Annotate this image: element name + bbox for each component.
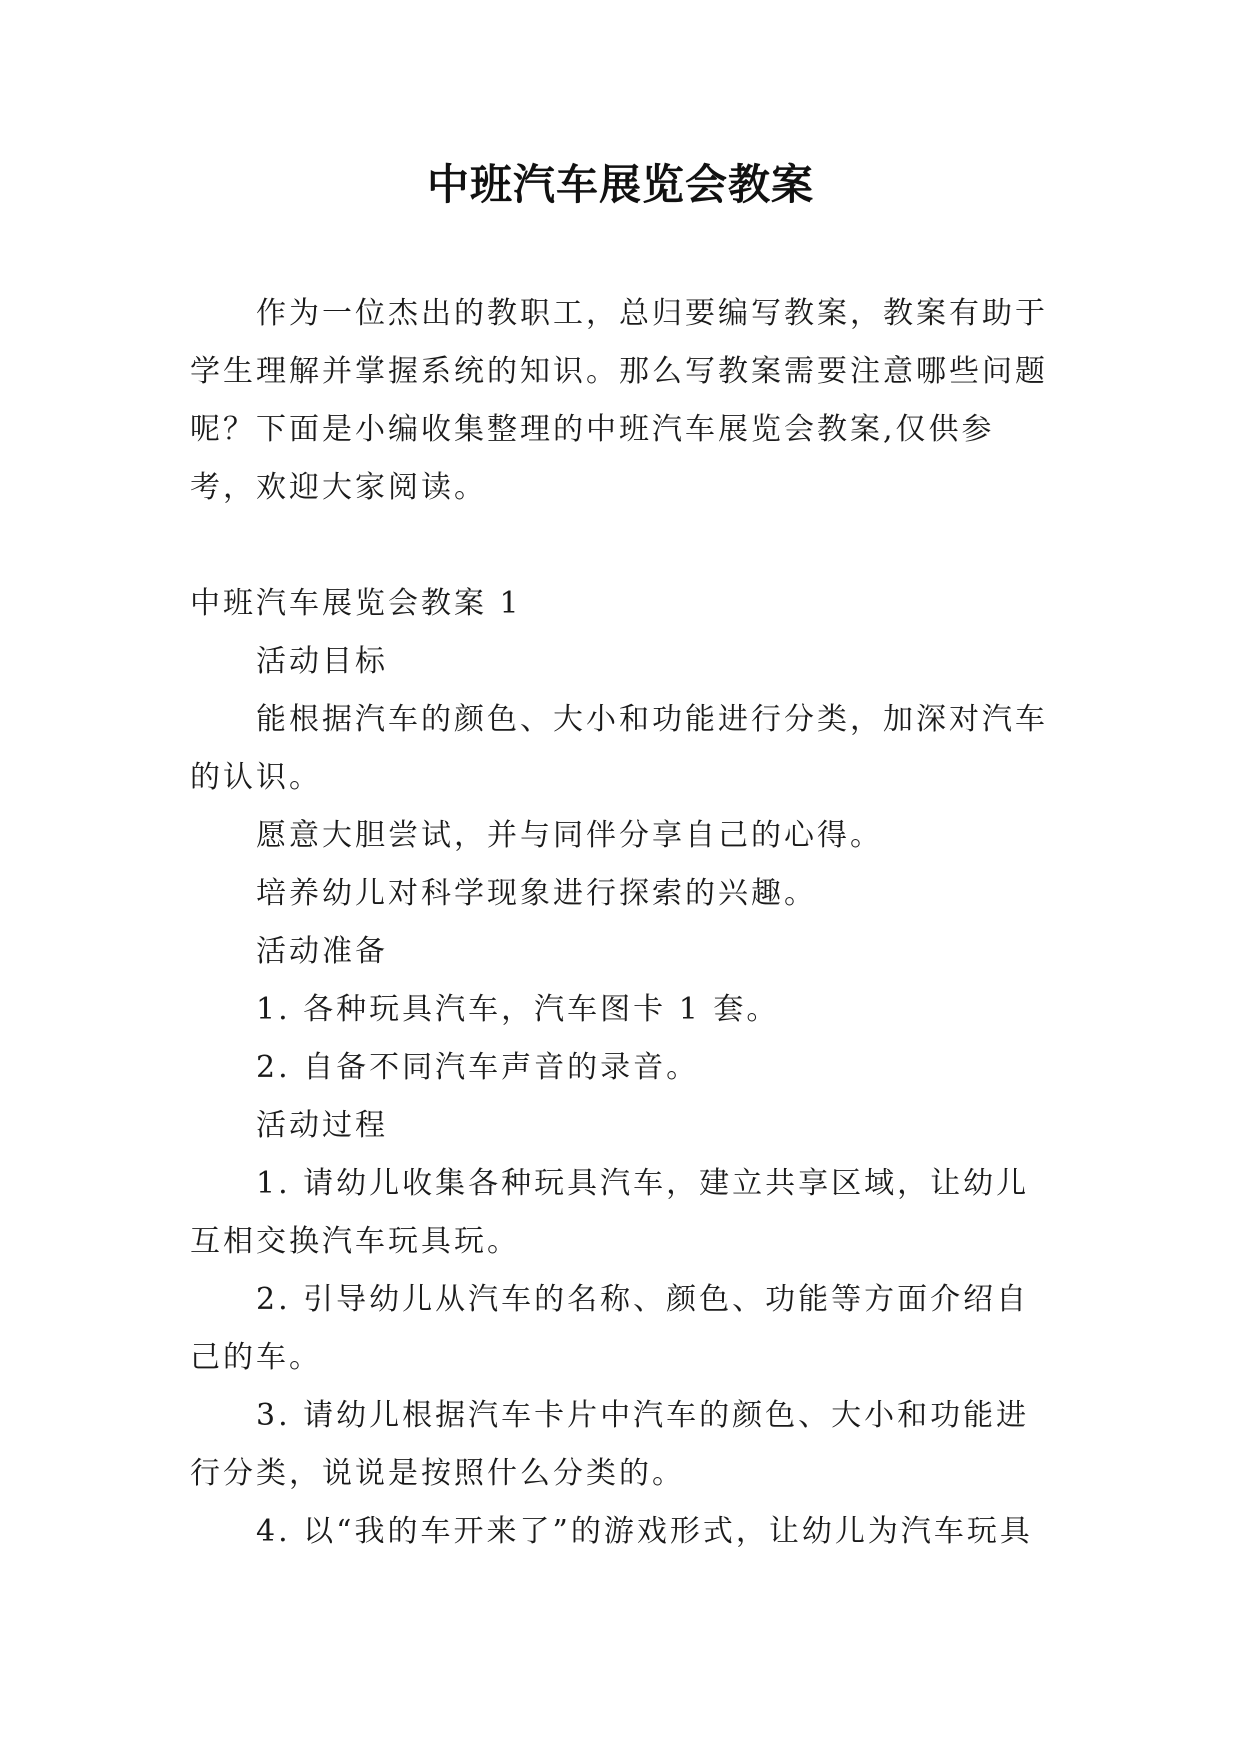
list-item: 2. 引导幼儿从汽车的名称、颜色、功能等方面介绍自己的车。 [190, 1282, 1030, 1375]
subheading-activity-process: 活动过程 [256, 1108, 388, 1143]
list-item: 1. 各种玩具汽车，汽车图卡 1 套。 [256, 992, 780, 1027]
list-item: 2. 自备不同汽车声音的录音。 [256, 1050, 700, 1085]
paragraph: 愿意大胆尝试，并与同伴分享自己的心得。 [256, 818, 883, 853]
document-title: 中班汽车展览会教案 [426, 160, 814, 209]
list-item: 3. 请幼儿根据汽车卡片中汽车的颜色、大小和功能进行分类，说说是按照什么分类的。 [190, 1398, 1030, 1491]
subheading-activity-goals: 活动目标 [256, 644, 388, 679]
paragraph: 能根据汽车的颜色、大小和功能进行分类，加深对汽车的认识。 [190, 702, 1048, 795]
list-item: 4. 以“我的车开来了”的游戏形式，让幼儿为汽车玩具 [256, 1514, 1033, 1549]
section-heading: 中班汽车展览会教案 1 [190, 586, 522, 621]
subheading-activity-prep: 活动准备 [256, 934, 388, 969]
document-body [190, 285, 1050, 1561]
paragraph: 培养幼儿对科学现象进行探索的兴趣。 [256, 876, 817, 911]
list-item: 1. 请幼儿收集各种玩具汽车，建立共享区域，让幼儿互相交换汽车玩具玩。 [190, 1166, 1030, 1259]
intro-paragraph: 作为一位杰出的教职工，总归要编写教案，教案有助于学生理解并掌握系统的知识。那么写教案需要注意哪些问题呢？下面是小编收集整理的中班汽车展览会教案,仅供参考，欢迎大家阅读。 [190, 296, 1048, 505]
